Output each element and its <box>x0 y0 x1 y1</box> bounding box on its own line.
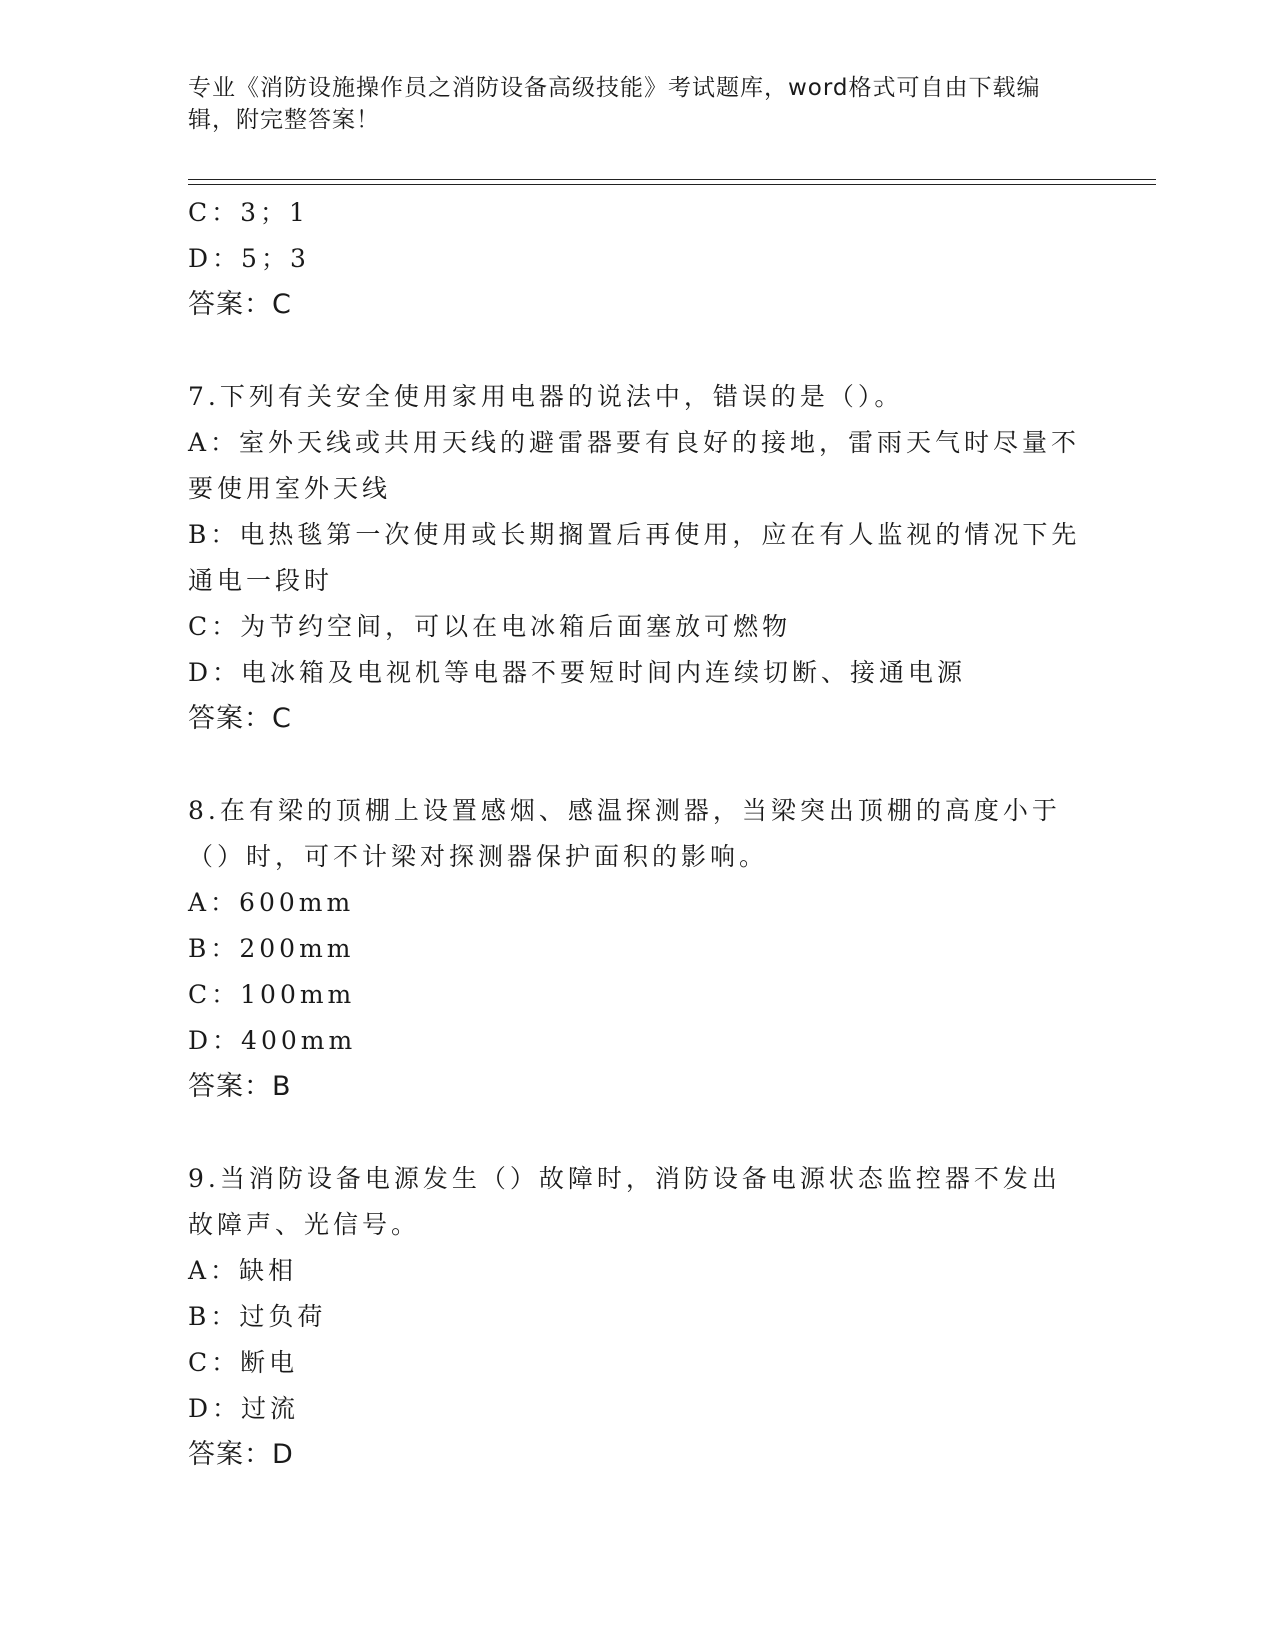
option-b: B：过负荷 <box>188 1302 327 1331</box>
option-a: A：600mm <box>188 888 355 917</box>
option-c: C：断电 <box>188 1348 299 1377</box>
document-header: 专业《消防设施操作员之消防设备高级技能》考试题库，word格式可自由下载编辑，附完整答案！ <box>188 75 1041 133</box>
option-c: C：100mm <box>188 980 356 1009</box>
header-divider-bottom <box>188 184 1156 185</box>
answer-line: 答案：C <box>188 703 292 734</box>
question-list <box>188 190 1088 1478</box>
answer-line: 答案：D <box>188 1439 294 1470</box>
option-b: B：200mm <box>188 934 355 963</box>
question-block-8 <box>188 788 1088 1110</box>
option-c: C：3；1 <box>188 198 309 227</box>
question-block-9 <box>188 1156 1088 1478</box>
question-block-7 <box>188 374 1088 742</box>
header-divider-top <box>188 179 1156 180</box>
option-a: A：室外天线或共用天线的避雷器要有良好的接地，雷雨天气时尽量不要使用室外天线 <box>188 428 1081 503</box>
question-block-6-tail <box>188 190 1088 328</box>
option-b: B：电热毯第一次使用或长期搁置后再使用，应在有人监视的情况下先通电一段时 <box>188 520 1081 595</box>
spacer <box>188 1110 1088 1156</box>
option-d: D：过流 <box>188 1394 300 1423</box>
option-d: D：5；3 <box>188 244 310 273</box>
spacer <box>188 328 1088 374</box>
question-stem: 8.在有梁的顶棚上设置感烟、感温探测器，当梁突出顶棚的高度小于（）时，可不计梁对探测器保护面积的影响。 <box>188 796 1061 871</box>
option-d: D：400mm <box>188 1026 357 1055</box>
option-d: D：电冰箱及电视机等电器不要短时间内连续切断、接通电源 <box>188 658 967 687</box>
answer-line: 答案：B <box>188 1071 292 1102</box>
option-c: C：为节约空间，可以在电冰箱后面塞放可燃物 <box>188 612 792 641</box>
spacer <box>188 742 1088 788</box>
option-a: A：缺相 <box>188 1256 298 1285</box>
question-stem: 7.下列有关安全使用家用电器的说法中，错误的是（）。 <box>188 382 904 411</box>
answer-line: 答案：C <box>188 289 292 320</box>
question-stem: 9.当消防设备电源发生（）故障时，消防设备电源状态监控器不发出故障声、光信号。 <box>188 1164 1061 1239</box>
